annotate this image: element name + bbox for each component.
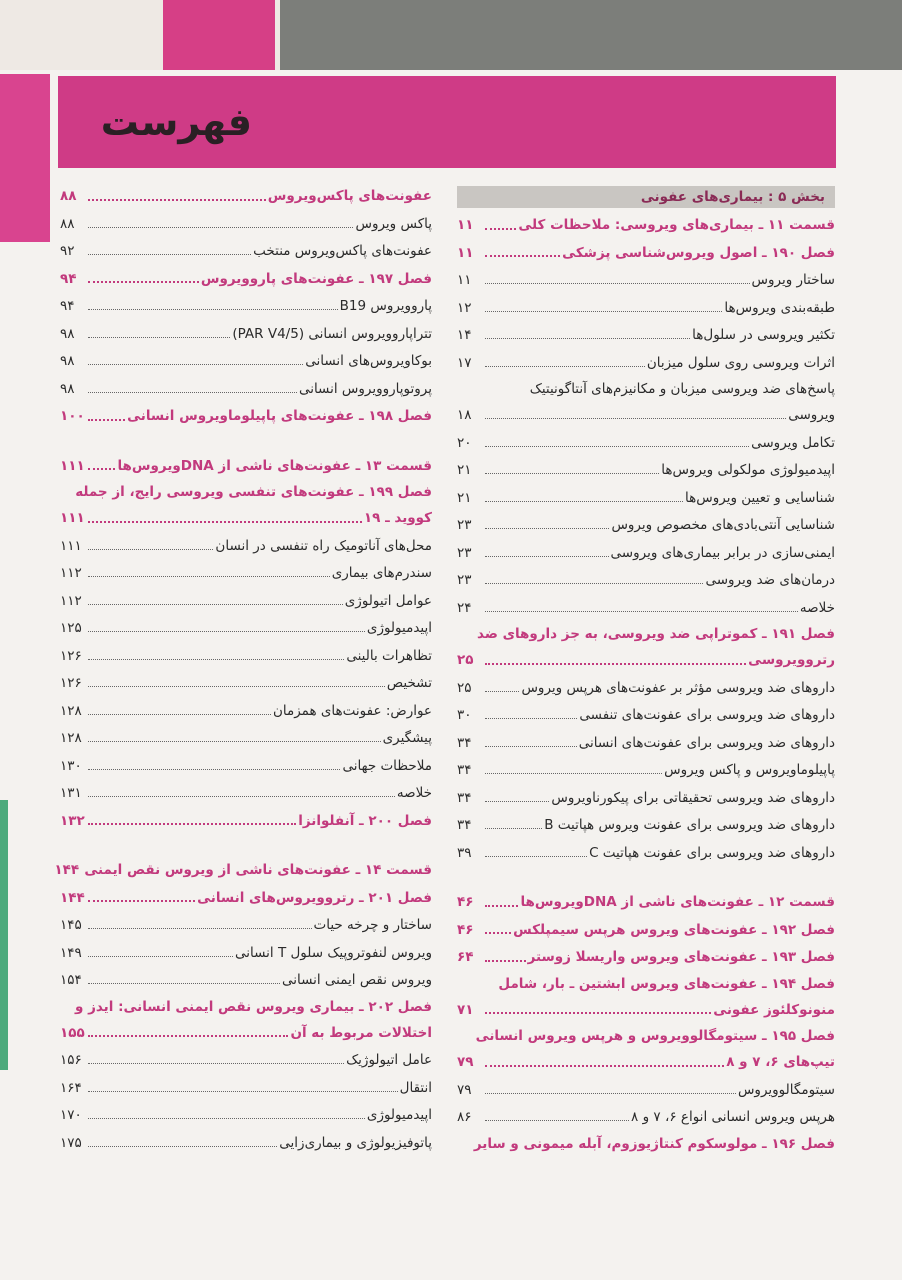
- toc-entry-page: ۱۴۵: [60, 917, 82, 933]
- toc-entry-title: عفونت‌های پاکس‌ویروس منتخب: [253, 243, 432, 259]
- toc-entry[interactable]: [457, 785, 835, 813]
- toc-entry[interactable]: [457, 1049, 835, 1077]
- toc-entry[interactable]: [457, 997, 835, 1025]
- toc-entry[interactable]: [457, 1104, 835, 1132]
- toc-entry[interactable]: [457, 595, 835, 623]
- toc-entry-title: اپیدمیولوژی: [366, 620, 432, 636]
- toc-entry[interactable]: [457, 485, 835, 513]
- toc-entry-page: ۳۹: [457, 844, 472, 861]
- leader-dots: [88, 254, 251, 255]
- toc-entry-title: اپیدمیولوژی مولکولی ویروس‌ها: [661, 462, 835, 478]
- leader-dots: [88, 686, 385, 687]
- toc-entry[interactable]: [457, 730, 835, 758]
- toc-entry-page: ۴۶: [457, 894, 474, 910]
- toc-entry-page: ۱۴۴: [54, 862, 80, 878]
- toc-entry[interactable]: [457, 1132, 835, 1157]
- toc-entry[interactable]: [457, 840, 835, 868]
- toc-entry[interactable]: [457, 812, 835, 840]
- leader-dots: [88, 823, 296, 825]
- toc-entry-page: ۱۸: [457, 407, 472, 423]
- leader-dots: [485, 528, 609, 529]
- toc-entry-page: ۹۲: [60, 243, 75, 259]
- leader-dots: [88, 956, 233, 957]
- toc-entry-title: فصل ۱۹۹ ـ عفونت‌های تنفسی ویروسی رایج، از جمله: [75, 484, 432, 500]
- toc-entry[interactable]: [60, 1047, 432, 1075]
- toc-entry[interactable]: [457, 212, 835, 240]
- leader-dots: [88, 1118, 365, 1119]
- toc-entry-page: ۲۳: [457, 544, 472, 561]
- toc-entry-title: اثرات ویروسی روی سلول میزبان: [646, 354, 835, 371]
- leader-dots: [485, 828, 542, 829]
- leader-dots: [485, 473, 659, 474]
- leader-dots: [88, 199, 266, 201]
- leader-dots: [485, 746, 577, 747]
- toc-entry-title: عامل اتیولوژیک: [346, 1052, 432, 1068]
- leader-dots: [485, 1093, 736, 1094]
- right-rows: [457, 212, 835, 1157]
- toc-entry-title: ویروسی: [788, 407, 835, 423]
- toc-entry-title: فصل ۲۰۲ ـ بیماری ویروس نقص ایمنی انسانی: ایدز و: [75, 998, 432, 1015]
- toc-entry-page: ۱۷۵: [60, 1134, 82, 1151]
- toc-entry-title: ملاحظات جهانی: [342, 757, 432, 774]
- toc-entry[interactable]: [60, 293, 432, 321]
- toc-entry-title: رتروویروسی: [748, 652, 835, 668]
- toc-entry-title: داروهای ضد ویروسی برای عفونت‌های تنفسی: [579, 707, 835, 723]
- toc-entry-title: سندرم‌های بیماری: [331, 565, 432, 581]
- toc-entry-title: عوامل اتیولوژی: [344, 592, 432, 609]
- toc-entry-title: کووید ـ ۱۹: [363, 510, 432, 526]
- toc-entry-page: ۲۵: [457, 652, 474, 668]
- toc-entry[interactable]: [457, 1077, 835, 1105]
- toc-entry-page: ۷۹: [457, 1081, 472, 1098]
- toc-entry-page: ۳۴: [457, 734, 472, 751]
- toc-entry[interactable]: [60, 940, 432, 968]
- toc-entry-title: شناسایی و تعیین ویروس‌ها: [685, 489, 835, 506]
- toc-entry[interactable]: [457, 295, 835, 323]
- leader-dots: [485, 960, 526, 962]
- toc-entry[interactable]: [60, 1075, 432, 1103]
- toc-entry-title: درمان‌های ضد ویروسی: [705, 572, 835, 588]
- toc-entry-title: هرپس ویروس انسانی انواع ۶، ۷ و ۸: [631, 1109, 835, 1125]
- toc-entry-page: ۱۳۰: [60, 757, 82, 774]
- toc-entry-title: تتراپاروویروس انسانی (PAR V4/5): [232, 325, 432, 342]
- toc-entry-title: پروتوپاروویروس انسانی: [298, 380, 432, 397]
- section-gap: [60, 431, 432, 453]
- toc-entry-page: ۱۱: [457, 272, 472, 288]
- toc-entry-page: ۱۲۸: [60, 730, 82, 746]
- toc-entry-page: ۱۴: [457, 327, 472, 343]
- leader-dots: [88, 1146, 277, 1147]
- toc-entry[interactable]: [60, 480, 432, 505]
- toc-entry-page: ۳۴: [457, 762, 472, 778]
- toc-entry[interactable]: [60, 560, 432, 588]
- toc-entry[interactable]: [60, 1020, 432, 1048]
- toc-entry-page: ۱۶۴: [60, 1079, 82, 1096]
- toc-entry-page: ۱۰۰: [60, 408, 85, 424]
- toc-entry-page: ۱۱۲: [60, 592, 82, 609]
- toc-entry[interactable]: [457, 889, 835, 917]
- toc-entry[interactable]: [457, 647, 835, 675]
- toc-entry[interactable]: [60, 1102, 432, 1130]
- toc-entry[interactable]: [54, 857, 432, 885]
- section-gap: [457, 867, 835, 889]
- toc-entry[interactable]: [457, 622, 835, 647]
- leader-dots: [485, 501, 683, 502]
- toc-entry[interactable]: [60, 533, 432, 561]
- toc-entry-title: ساختار و چرخه حیات: [313, 917, 432, 933]
- toc-entry-page: ۲۰: [457, 434, 472, 451]
- toc-entry-title: پاپیلوماویروس و پاکس ویروس: [664, 762, 835, 778]
- toc-entry-page: ۲۵: [457, 679, 472, 696]
- toc-entry[interactable]: [60, 1130, 432, 1158]
- toc-entry[interactable]: [457, 702, 835, 730]
- toc-entry-page: ۱۵۴: [60, 972, 82, 988]
- leader-dots: [88, 796, 395, 797]
- toc-entry[interactable]: [60, 403, 432, 431]
- leader-dots: [485, 1012, 711, 1014]
- toc-entry-page: ۱۱: [457, 217, 474, 233]
- toc-entry[interactable]: [60, 995, 432, 1020]
- toc-entry-page: ۳۰: [457, 707, 472, 723]
- leader-dots: [485, 228, 516, 230]
- toc-entry[interactable]: [60, 453, 432, 481]
- section-gap: [60, 835, 432, 857]
- pink-decoration: [163, 0, 275, 70]
- toc-entry-title: ساختار ویروس: [751, 272, 835, 288]
- toc-entry[interactable]: [60, 643, 432, 671]
- leader-dots: [485, 611, 798, 612]
- toc-entry-page: ۱۱۲: [60, 565, 82, 581]
- toc-entry[interactable]: [457, 457, 835, 485]
- toc-entry-title: تظاهرات بالینی: [346, 647, 432, 664]
- leader-dots: [485, 255, 560, 257]
- toc-entry[interactable]: [457, 944, 835, 972]
- toc-entry-title: داروهای ضد ویروسی برای عفونت هپاتیت C: [589, 844, 835, 861]
- leader-dots: [485, 366, 645, 367]
- toc-entry[interactable]: [457, 322, 835, 350]
- toc-entry-title: پاسخ‌های ضد ویروسی میزبان و مکانیزم‌های آنتاگونیتیک: [529, 381, 835, 397]
- toc-entry[interactable]: [457, 1024, 835, 1049]
- toc-entry-page: ۱۲۸: [60, 702, 82, 719]
- toc-entry-title: ویروس لنفوتروپیک سلول T انسانی: [234, 944, 432, 961]
- toc-entry-title: سیتومگالوویروس: [737, 1081, 835, 1098]
- toc-entry-page: ۴۶: [457, 921, 474, 938]
- toc-entry[interactable]: [60, 238, 432, 266]
- toc-entry-title: فصل ۱۹۵ ـ سیتومگالوویروس و هرپس ویروس انسانی: [475, 1028, 835, 1044]
- toc-entry-page: ۱۱۱: [60, 510, 85, 526]
- toc-entry-title: بوکاویروس‌های انسانی: [305, 353, 432, 369]
- toc-entry-title: خلاصه: [396, 785, 432, 801]
- leader-dots: [88, 576, 330, 577]
- leader-dots: [88, 1091, 398, 1092]
- leader-dots: [88, 900, 195, 902]
- leader-dots: [88, 364, 303, 365]
- toc-entry-page: ۹۸: [60, 353, 75, 369]
- toc-entry-page: ۲۳: [457, 572, 472, 588]
- pink-tab: [0, 74, 50, 242]
- toc-entry-title: طبقه‌بندی ویروس‌ها: [724, 299, 835, 316]
- toc-entry[interactable]: [457, 972, 835, 997]
- toc-entry-page: ۱۵۵: [60, 1024, 85, 1041]
- toc-entry[interactable]: [60, 780, 432, 808]
- toc-entry-page: ۱۷۰: [60, 1107, 82, 1123]
- toc-entry-page: ۸۸: [60, 188, 77, 204]
- leader-dots: [485, 932, 511, 934]
- leader-dots: [88, 659, 344, 660]
- toc-entry-title: پیشگیری: [382, 730, 432, 746]
- toc-entry-title: داروهای ضد ویروسی تحقیقاتی برای پیکورناویروس: [551, 789, 835, 806]
- leader-dots: [485, 663, 746, 665]
- toc-entry-page: ۱۲: [457, 299, 472, 316]
- toc-entry-page: ۱۴۹: [60, 944, 82, 961]
- toc-entry[interactable]: [60, 211, 432, 239]
- leader-dots: [88, 983, 280, 984]
- toc-entry-page: ۲۱: [457, 462, 472, 478]
- toc-entry-title: اختلالات مربوط به آن: [290, 1024, 432, 1041]
- toc-entry[interactable]: [457, 350, 835, 378]
- toc-entry-title: تکثیر ویروسی در سلول‌ها: [692, 327, 835, 343]
- green-edge: [0, 800, 8, 1070]
- toc-entry-title: فصل ۱۹۸ ـ عفونت‌های پاپیلوماویروس انسانی: [127, 408, 432, 424]
- toc-entry-title: قسمت ۱۴ ـ عفونت‌های ناشی از ویروس نقص ایمنی: [84, 862, 432, 878]
- toc-entry[interactable]: [457, 540, 835, 568]
- leader-dots: [88, 392, 297, 393]
- toc-entry-title: داروهای ضد ویروسی مؤثر بر عفونت‌های هرپس ویروس: [521, 679, 835, 696]
- toc-entry[interactable]: [457, 917, 835, 945]
- toc-entry-title: عوارض: عفونت‌های همزمان: [272, 702, 432, 719]
- toc-entry-title: داروهای ضد ویروسی برای عفونت ویروس هپاتیت B: [544, 817, 835, 833]
- leader-dots: [88, 928, 312, 929]
- toc-entry[interactable]: [457, 402, 835, 430]
- leader-dots: [485, 556, 609, 557]
- toc-entry-title: فصل ۲۰۰ ـ آنفلوانزا: [298, 812, 432, 829]
- toc-entry-page: ۸۸: [60, 215, 75, 232]
- toc-entry-title: تیپ‌های ۶، ۷ و ۸: [726, 1054, 835, 1070]
- toc-entry-title: قسمت ۱۲ ـ عفونت‌های ناشی از DNAویروس‌ها: [520, 894, 835, 910]
- toc-entry-page: ۲۳: [457, 517, 472, 533]
- page-title: فهرست: [100, 100, 252, 144]
- toc-entry-page: ۳۴: [457, 817, 472, 833]
- toc-entry-title: قسمت ۱۱ ـ بیماری‌های ویروسی: ملاحظات کلی: [518, 217, 835, 233]
- leader-dots: [88, 281, 199, 283]
- leader-dots: [485, 905, 518, 907]
- toc-entry[interactable]: [457, 757, 835, 785]
- toc-entry-title: فصل ۱۹۳ ـ عفونت‌های ویروس واریسلا زوستر: [527, 949, 835, 965]
- toc-entry-page: ۱۴۴: [60, 889, 85, 906]
- leader-dots: [88, 337, 230, 338]
- leader-dots: [485, 773, 662, 774]
- toc-entry[interactable]: [60, 183, 432, 211]
- toc-entry-title: شناسایی آنتی‌بادی‌های مخصوص ویروس: [611, 517, 835, 533]
- toc-entry-title: انتقال: [399, 1079, 432, 1096]
- toc-entry-page: ۱۱۱: [60, 537, 82, 554]
- toc-entry-page: ۱۲۵: [60, 620, 82, 636]
- toc-entry[interactable]: [60, 670, 432, 698]
- toc-entry-title: فصل ۱۹۷ ـ عفونت‌های پاروویروس: [200, 270, 432, 287]
- leader-dots: [88, 1035, 288, 1037]
- toc-entry-page: ۹۴: [60, 270, 77, 287]
- leader-dots: [485, 856, 587, 857]
- toc-entry[interactable]: [60, 967, 432, 995]
- toc-entry-title: فصل ۱۹۲ ـ عفونت‌های ویروس هرپس سیمپلکس: [513, 921, 835, 938]
- toc-entry-page: ۹۴: [60, 298, 75, 314]
- toc-entry[interactable]: [457, 377, 835, 402]
- toc-left-column: [54, 183, 432, 1157]
- leader-dots: [485, 338, 690, 339]
- section-heading: بخش ۵ : بیماری‌های عفونی: [457, 186, 835, 208]
- leader-dots: [88, 419, 125, 421]
- leader-dots: [485, 691, 519, 692]
- leader-dots: [485, 446, 749, 447]
- toc-entry-page: ۱۳۲: [60, 812, 85, 829]
- leader-dots: [88, 714, 271, 715]
- leader-dots: [88, 604, 343, 605]
- toc-entry-title: محل‌های آناتومیک راه تنفسی در انسان: [215, 537, 432, 554]
- toc-entry[interactable]: [60, 348, 432, 376]
- leader-dots: [485, 801, 549, 802]
- toc-entry-page: ۱۱: [457, 244, 474, 261]
- toc-entry-page: ۲۱: [457, 489, 472, 506]
- toc-entry[interactable]: [457, 567, 835, 595]
- toc-entry-page: ۱۷: [457, 354, 472, 371]
- toc-entry-title: فصل ۱۹۰ ـ اصول ویروس‌شناسی پزشکی: [562, 244, 835, 261]
- toc-entry-title: قسمت ۱۳ ـ عفونت‌های ناشی از DNAویروس‌ها: [117, 457, 432, 474]
- toc-entry-title: ویروس نقص ایمنی انسانی: [281, 972, 432, 988]
- left-rows: [54, 183, 432, 1157]
- toc-entry-title: پاتوفیزیولوژی و بیماری‌زایی: [279, 1134, 432, 1151]
- toc-entry[interactable]: [60, 808, 432, 836]
- toc-entry[interactable]: [60, 266, 432, 294]
- leader-dots: [88, 631, 365, 632]
- leader-dots: [485, 1120, 629, 1121]
- toc-entry-title: فصل ۱۹۱ ـ کموتراپی ضد ویروسی، به جز داروهای ضد: [477, 626, 835, 642]
- leader-dots: [88, 468, 115, 470]
- toc-entry-title: تشخیص: [386, 675, 432, 691]
- toc-entry-title: خلاصه: [799, 599, 835, 616]
- leader-dots: [485, 718, 577, 719]
- toc-entry[interactable]: [60, 615, 432, 643]
- leader-dots: [88, 549, 213, 550]
- leader-dots: [485, 311, 722, 312]
- toc-entry[interactable]: [60, 698, 432, 726]
- toc-right-column: [457, 183, 835, 1157]
- leader-dots: [485, 583, 703, 584]
- toc-entry[interactable]: [457, 267, 835, 295]
- toc-entry-title: فصل ۱۹۶ ـ مولوسکوم کنتاژیوزوم، آبله میمونی و سایر: [473, 1135, 835, 1152]
- toc-entry-title: ایمنی‌سازی در برابر بیماری‌های ویروسی: [610, 544, 835, 561]
- leader-dots: [88, 521, 362, 523]
- toc-entry-title: فصل ۱۹۴ ـ عفونت‌های ویروس ابشتین ـ بار، شامل: [498, 975, 835, 992]
- toc-entry-title: اپیدمیولوژی: [366, 1107, 432, 1123]
- toc-entry-page: ۲۴: [457, 599, 472, 616]
- toc-entry[interactable]: [457, 675, 835, 703]
- toc-entry[interactable]: [457, 430, 835, 458]
- toc-entry[interactable]: [457, 240, 835, 268]
- toc-entry[interactable]: [60, 912, 432, 940]
- leader-dots: [88, 769, 340, 770]
- toc-entry-page: ۱۲۶: [60, 647, 82, 664]
- toc-entry[interactable]: [60, 885, 432, 913]
- toc-entry[interactable]: [60, 321, 432, 349]
- leader-dots: [485, 418, 786, 419]
- leader-dots: [88, 1063, 344, 1064]
- toc-entry[interactable]: [60, 505, 432, 533]
- toc-entry-title: پاکس ویروس: [355, 215, 432, 232]
- toc-entry-page: ۱۳۱: [60, 785, 82, 801]
- leader-dots: [485, 283, 750, 284]
- toc-entry-page: ۸۶: [457, 1109, 472, 1125]
- toc-entry-title: تکامل ویروسی: [751, 434, 835, 451]
- toc-entry-title: منونوکلئوز عفونی: [713, 1001, 835, 1018]
- toc-entry-page: ۶۴: [457, 949, 474, 965]
- toc-entry-page: ۱۵۶: [60, 1052, 82, 1068]
- toc-entry-title: داروهای ضد ویروسی برای عفونت‌های انسانی: [578, 734, 835, 751]
- toc-entry-page: ۷۱: [457, 1001, 474, 1018]
- toc-entry-title: عفونت‌های پاکس‌ویروس: [267, 188, 432, 204]
- toc-entry[interactable]: [457, 512, 835, 540]
- toc-entry-title: پاروویروس B19: [339, 298, 432, 314]
- toc-entry-page: ۳۴: [457, 789, 472, 806]
- leader-dots: [88, 227, 353, 228]
- toc-entry-page: ۹۸: [60, 325, 75, 342]
- toc-entry[interactable]: [60, 753, 432, 781]
- toc-entry-page: ۱۱۱: [60, 457, 85, 474]
- toc-entry[interactable]: [60, 588, 432, 616]
- toc-entry-page: ۷۹: [457, 1054, 474, 1070]
- toc-entry[interactable]: [60, 725, 432, 753]
- page: [0, 70, 902, 1280]
- toc-entry[interactable]: [60, 376, 432, 404]
- leader-dots: [485, 1065, 724, 1067]
- toc-entry-page: ۹۸: [60, 380, 75, 397]
- toc-entry-page: ۱۲۶: [60, 675, 82, 691]
- toc-entry-title: فصل ۲۰۱ ـ رتروویروس‌های انسانی: [197, 889, 432, 906]
- leader-dots: [88, 741, 381, 742]
- leader-dots: [88, 309, 338, 310]
